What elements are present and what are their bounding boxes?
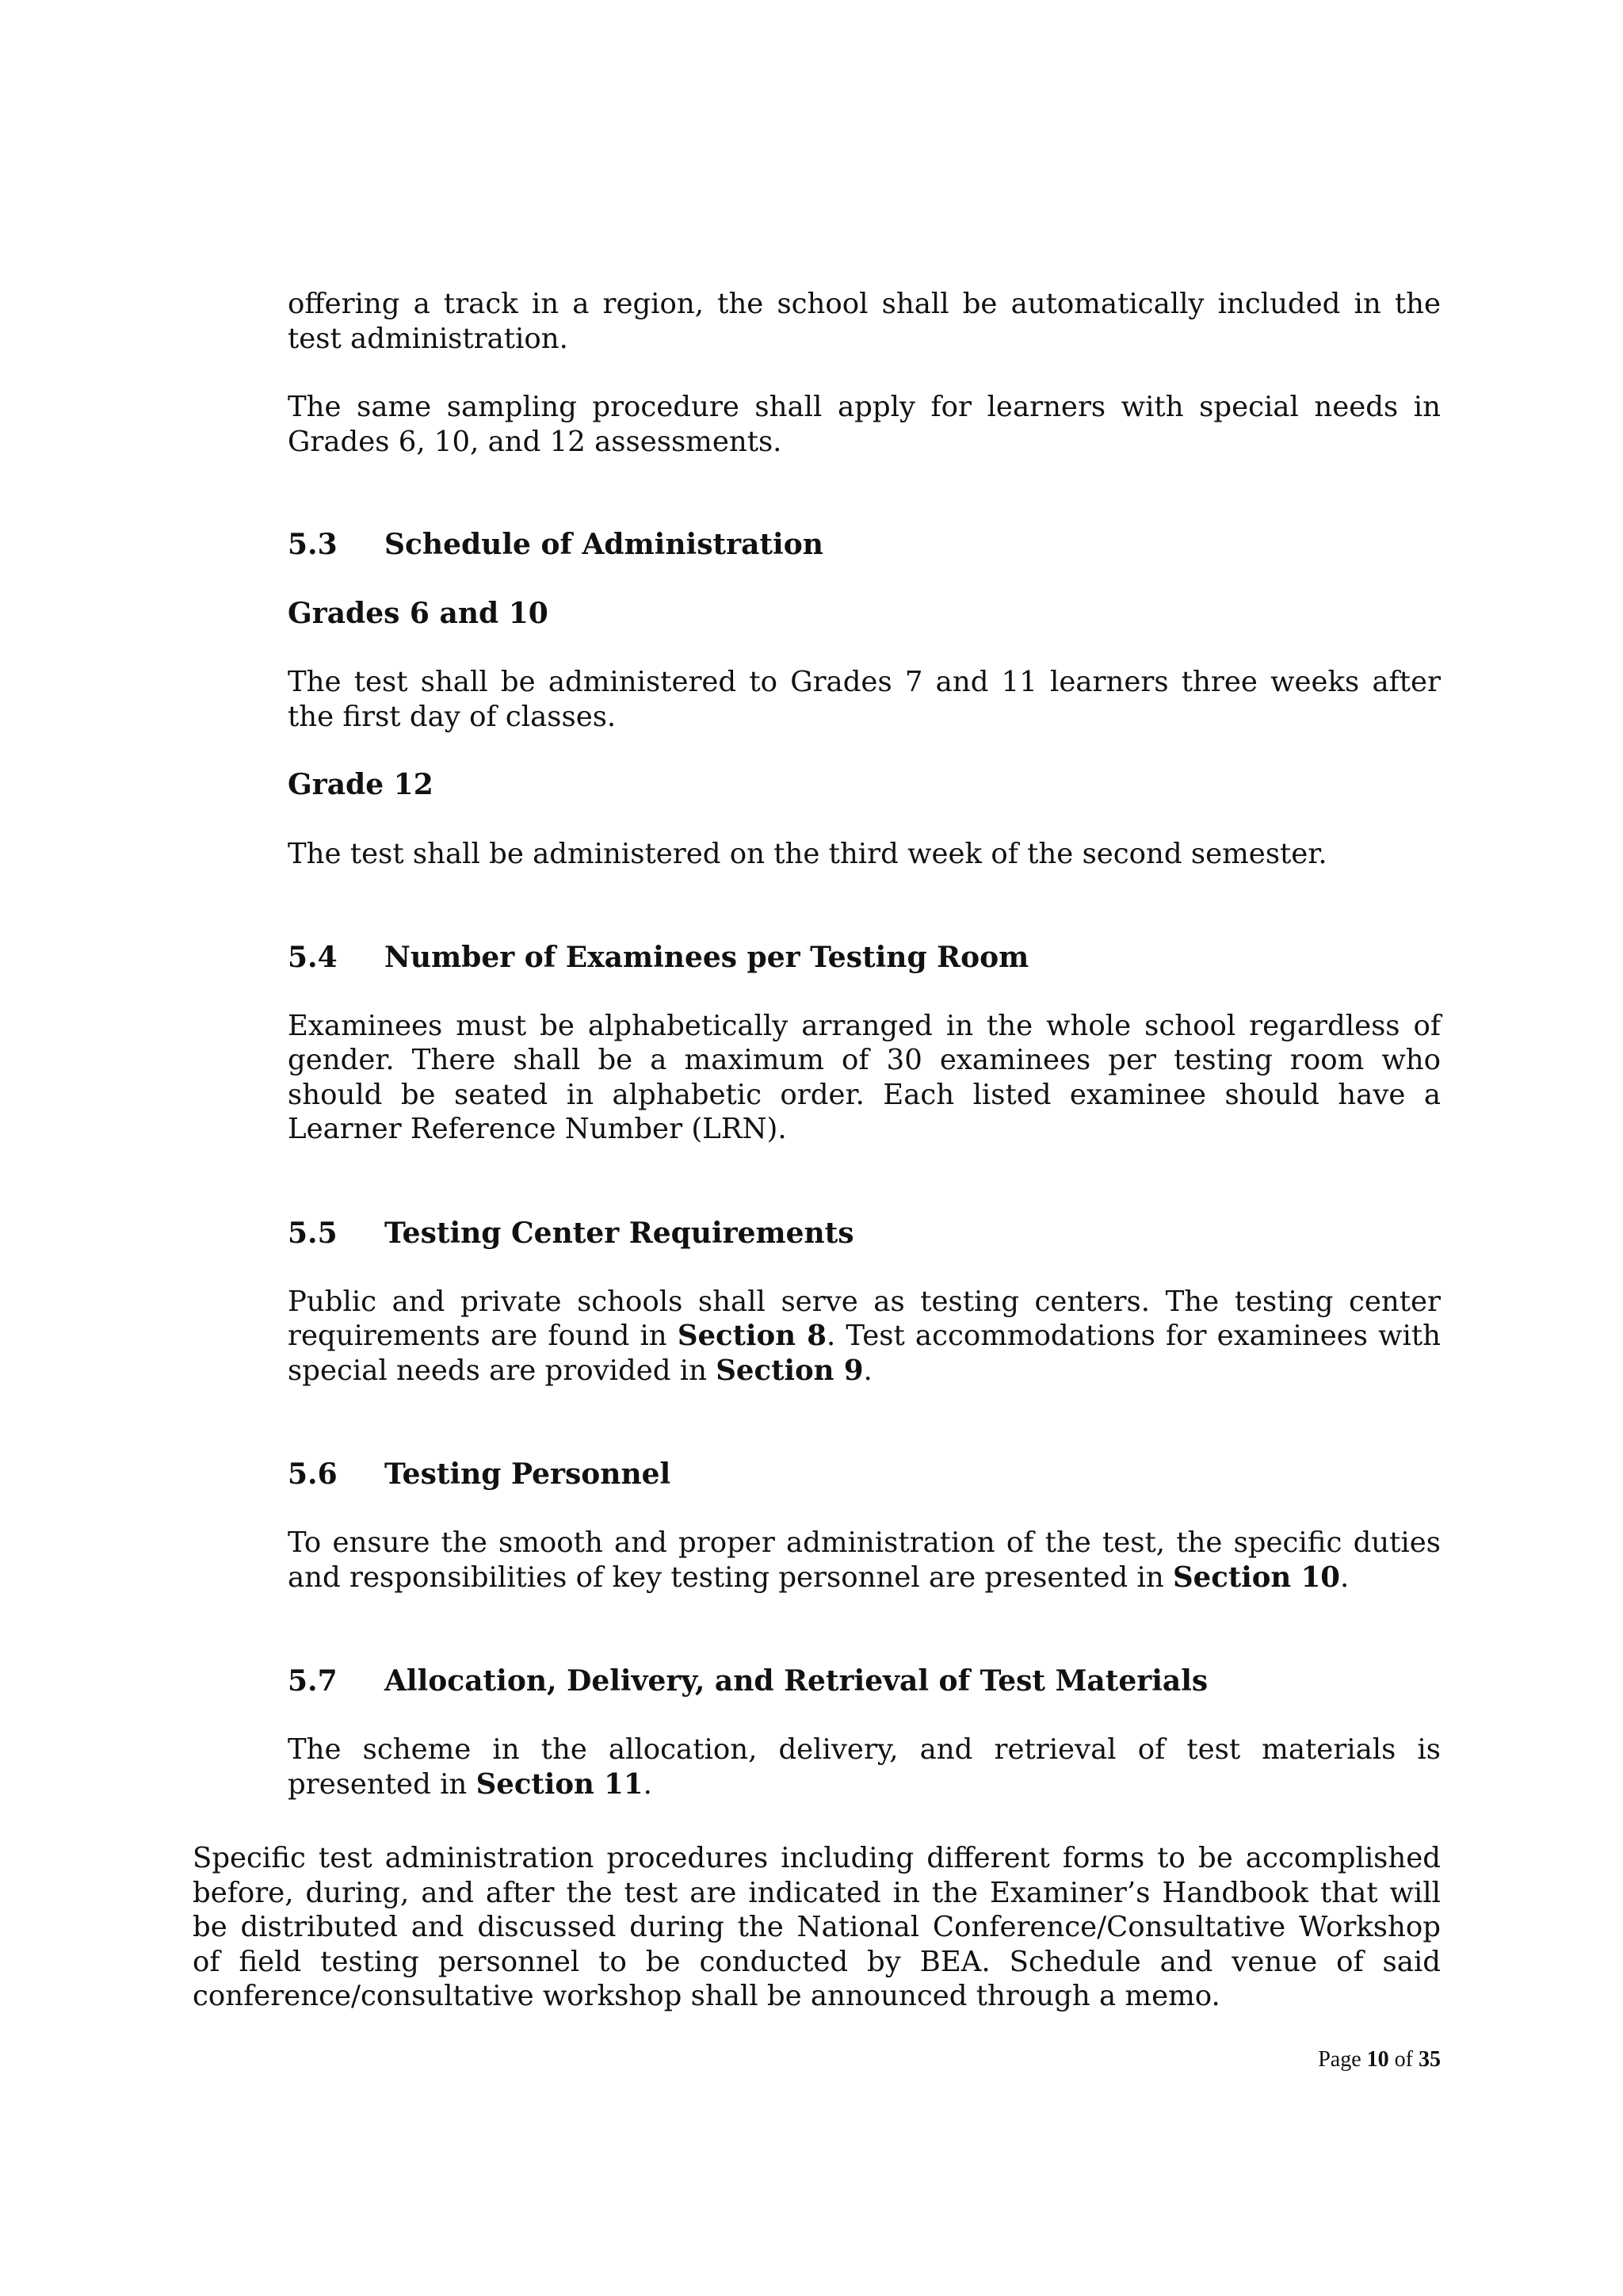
section-reference: Section 10	[1173, 1561, 1340, 1594]
section-title: Testing Center Requirements	[384, 1216, 854, 1250]
section-5-4-heading	[288, 941, 1441, 975]
section-5-3-paragraph-2: The test shall be administered on the third week of the second semester.	[288, 838, 1327, 870]
subheading-grades-6-10: Grades 6 and 10	[288, 597, 548, 630]
section-number: 5.6	[288, 1457, 338, 1491]
section-number: 5.4	[288, 940, 338, 974]
page-number: 10	[1366, 2047, 1389, 2072]
subheading-grade-12: Grade 12	[288, 768, 433, 801]
section-5-5-paragraph	[288, 1285, 1441, 1389]
text-fragment: .	[1340, 1561, 1350, 1594]
section-title: Allocation, Delivery, and Retrieval of Test Materials	[384, 1664, 1209, 1698]
page-total: 35	[1419, 2047, 1441, 2072]
intro-paragraph-1: offering a track in a region, the school shall be automatically included in the test administration.	[288, 288, 1441, 355]
section-reference: Section 8	[677, 1320, 827, 1352]
page-label: Page	[1318, 2047, 1361, 2072]
closing-paragraph: Specific test administration procedures including different forms to be accomplished before, during, and after the test are indicated in the Examiner’s Handbook that will be distributed and discussed during the National Conference/Consultative Workshop of field testing personnel to be conducted by BEA. Schedule and venue of said conference/consultative workshop shall be announced through a memo.	[193, 1842, 1441, 2012]
text-fragment: .	[643, 1767, 652, 1801]
section-title: Number of Examinees per Testing Room	[384, 940, 1029, 974]
text-fragment: To ensure the smooth and proper administration of the test, the specific duties and responsibilities of key testing personnel are presented in	[288, 1526, 1441, 1594]
section-title: Testing Personnel	[384, 1457, 671, 1491]
page-footer	[1318, 2046, 1441, 2073]
intro-paragraph-2: The same sampling procedure shall apply for learners with special needs in Grades 6, 10, and 12 assessments.	[288, 391, 1441, 458]
section-5-7-heading	[288, 1664, 1441, 1698]
section-reference: Section 9	[716, 1354, 864, 1387]
section-5-3-heading	[288, 528, 1441, 562]
text-fragment: . Test accommodations for examinees with special needs are provided in	[288, 1320, 1441, 1387]
section-number: 5.3	[288, 528, 338, 561]
section-5-5-heading	[288, 1217, 1441, 1251]
main-content	[288, 287, 1441, 1801]
section-number: 5.5	[288, 1216, 338, 1250]
section-5-4-paragraph: Examinees must be alphabetically arranged in the whole school regardless of gender. There shall be a maximum of 30 examinees per testing room who should be seated in alphabetic order. Each listed examinee should have a Learner Reference Number (LRN).	[288, 1009, 1441, 1145]
section-5-6-paragraph	[288, 1526, 1441, 1595]
section-5-6-heading	[288, 1457, 1441, 1492]
section-title: Schedule of Administration	[384, 528, 823, 561]
closing-block	[193, 1841, 1441, 2014]
text-fragment: The scheme in the allocation, delivery, and retrieval of test materials is presented in	[288, 1733, 1441, 1801]
of-label: of	[1394, 2047, 1413, 2072]
section-reference: Section 11	[475, 1767, 643, 1801]
section-5-7-paragraph	[288, 1733, 1441, 1801]
text-fragment: Public and private schools shall serve as testing centers. The testing center requirements are found in	[288, 1285, 1441, 1352]
text-fragment: .	[863, 1354, 873, 1387]
section-number: 5.7	[288, 1664, 338, 1698]
section-5-3-paragraph-1: The test shall be administered to Grades 7 and 11 learners three weeks after the first day of classes.	[288, 666, 1441, 733]
